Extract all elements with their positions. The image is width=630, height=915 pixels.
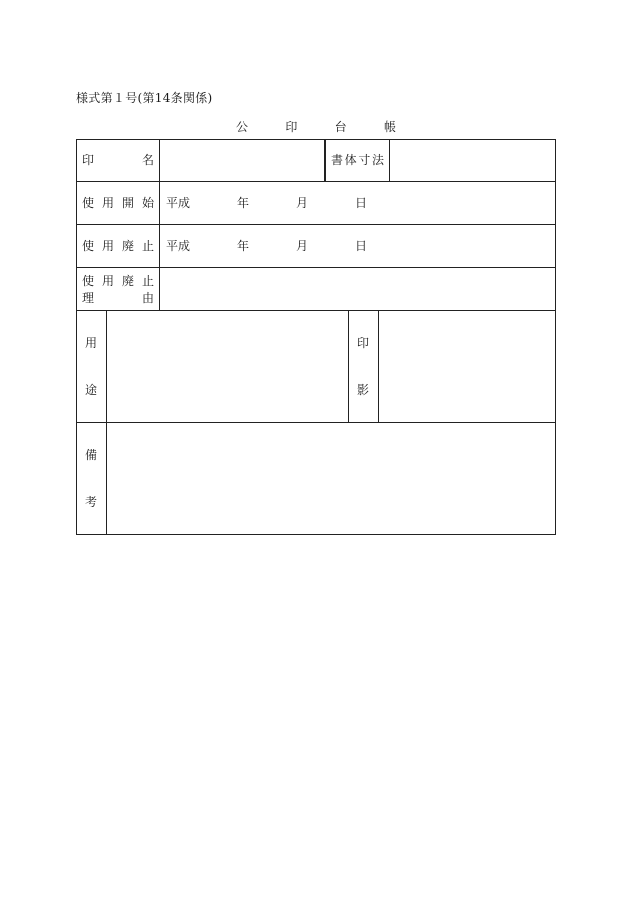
dimensions-divider-left xyxy=(324,139,326,181)
purpose-label-divider xyxy=(106,310,107,535)
impression-label-divider-right xyxy=(378,310,379,422)
use-end-year-unit: 年 xyxy=(237,239,250,253)
use-start-year-unit: 年 xyxy=(237,196,250,210)
title-char: 帳 xyxy=(383,120,396,134)
title-char: 台 xyxy=(334,120,347,134)
use-end-era: 平成 xyxy=(166,239,191,253)
row-divider xyxy=(76,181,556,182)
use-end-month-unit: 月 xyxy=(296,239,309,253)
dimensions-divider-right xyxy=(389,139,390,181)
use-start-era: 平成 xyxy=(166,196,191,210)
use-start-day-unit: 日 xyxy=(355,196,368,210)
seal-name-label: 印 名 xyxy=(82,153,154,167)
row-divider xyxy=(76,422,556,423)
end-reason-label-line2: 理 由 xyxy=(82,291,154,305)
row-divider xyxy=(76,267,556,268)
use-start-label: 使 用 開 始 xyxy=(82,196,154,210)
use-start-month-unit: 月 xyxy=(296,196,309,210)
dimensions-label: 書 体 寸 法 xyxy=(331,153,384,167)
title-char: 公 xyxy=(236,120,249,134)
remarks-label-char: 考 xyxy=(84,495,97,509)
impression-label-char: 印 xyxy=(356,336,369,350)
purpose-label-char: 途 xyxy=(84,383,97,397)
purpose-label-char: 用 xyxy=(84,336,97,350)
label-column-divider xyxy=(159,139,160,310)
impression-label-char: 影 xyxy=(356,383,369,397)
use-end-label: 使 用 廃 止 xyxy=(82,239,154,253)
document-title xyxy=(236,118,396,134)
row-divider xyxy=(76,224,556,225)
end-reason-label-line1: 使 用 廃 止 xyxy=(82,274,154,288)
row-divider xyxy=(76,310,556,311)
title-char: 印 xyxy=(285,120,298,134)
remarks-label-char: 備 xyxy=(84,448,97,462)
form-caption: 様式第１号(第14条関係) xyxy=(76,91,213,105)
impression-label-divider-left xyxy=(348,310,349,422)
use-end-day-unit: 日 xyxy=(355,239,368,253)
